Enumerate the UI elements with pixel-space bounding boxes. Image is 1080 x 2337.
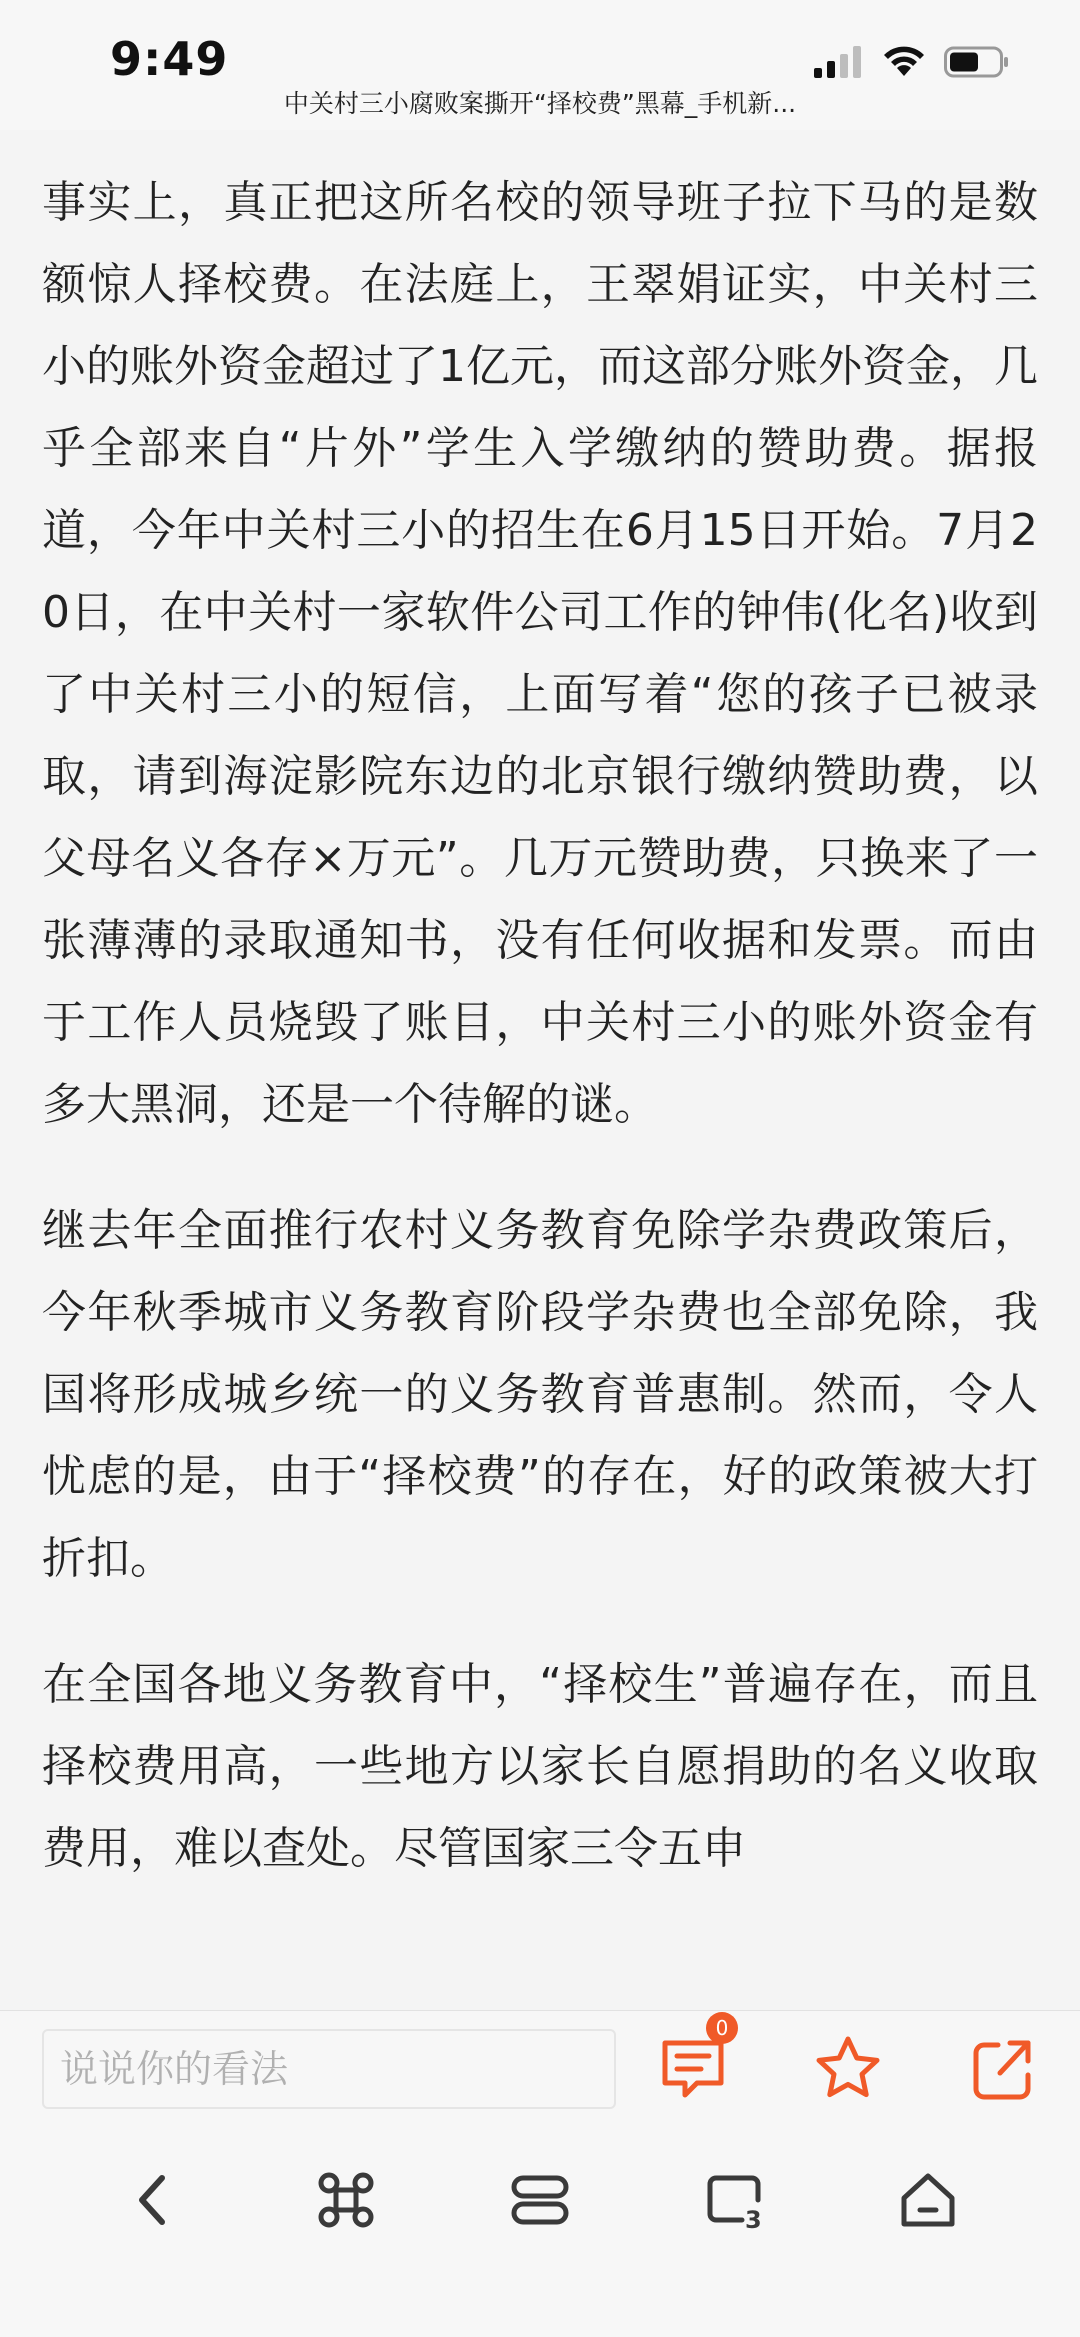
star-icon[interactable]	[810, 2031, 886, 2107]
share-icon[interactable]	[964, 2031, 1040, 2107]
command-icon[interactable]	[310, 2164, 382, 2236]
article-paragraph: 继去年全面推行农村义务教育免除学杂费政策后，今年秋季城市义务教育阶段学杂费也全部免除，我国将形成城乡统一的义务教育普惠制。然而，令人忧虑的是，由于“择校费”的存在，好的政策被大打折扣。	[42, 1205, 1038, 1584]
comment-bar	[0, 2010, 1080, 2131]
windows-icon[interactable]	[698, 2164, 770, 2236]
back-icon[interactable]	[116, 2164, 188, 2236]
page-title: 中关村三小腐败案撕开“择校费”黑幕_手机新...	[283, 89, 797, 118]
browser-nav-bar	[0, 2130, 1080, 2337]
comment-input[interactable]	[42, 2029, 616, 2109]
comment-count-badge: 0	[706, 2012, 738, 2044]
status-time: 9:49	[110, 32, 229, 86]
status-bar	[0, 0, 1080, 130]
status-icons	[814, 42, 1010, 82]
svg-text:3: 3	[745, 2206, 762, 2234]
wifi-icon	[882, 46, 926, 78]
home-icon[interactable]	[892, 2164, 964, 2236]
article-body	[0, 130, 1080, 2010]
article-paragraph: 事实上，真正把这所名校的领导班子拉下马的是数额惊人择校费。在法庭上，王翠娟证实，中关村三小的账外资金超过了1亿元，而这部分账外资金，几乎全部来自“片外”学生入学缴纳的赞助费。据报道，今年中关村三小的招生在6月15日开始。7月20日，在中关村一家软件公司工作的钟伟(化名)收到了中关村三小的短信，上面写着“您的孩子已被录取，请到海淀影院东边的北京银行缴纳赞助费，以父母名义各存×万元”。几万元赞助费，只换来了一张薄薄的录取通知书，没有任何收据和发票。而由于工作人员烧毁了账目，中关村三小的账外资金有多大黑洞，还是一个待解的谜。	[42, 177, 1038, 1130]
tabs-icon[interactable]	[504, 2164, 576, 2236]
article-paragraph: 在全国各地义务教育中，“择校生”普遍存在，而且择校费用高，一些地方以家长自愿捐助的名义收取费用，难以查处。尽管国家三令五申	[42, 1659, 1038, 1874]
battery-icon	[944, 46, 1010, 78]
signal-icon	[814, 46, 864, 78]
